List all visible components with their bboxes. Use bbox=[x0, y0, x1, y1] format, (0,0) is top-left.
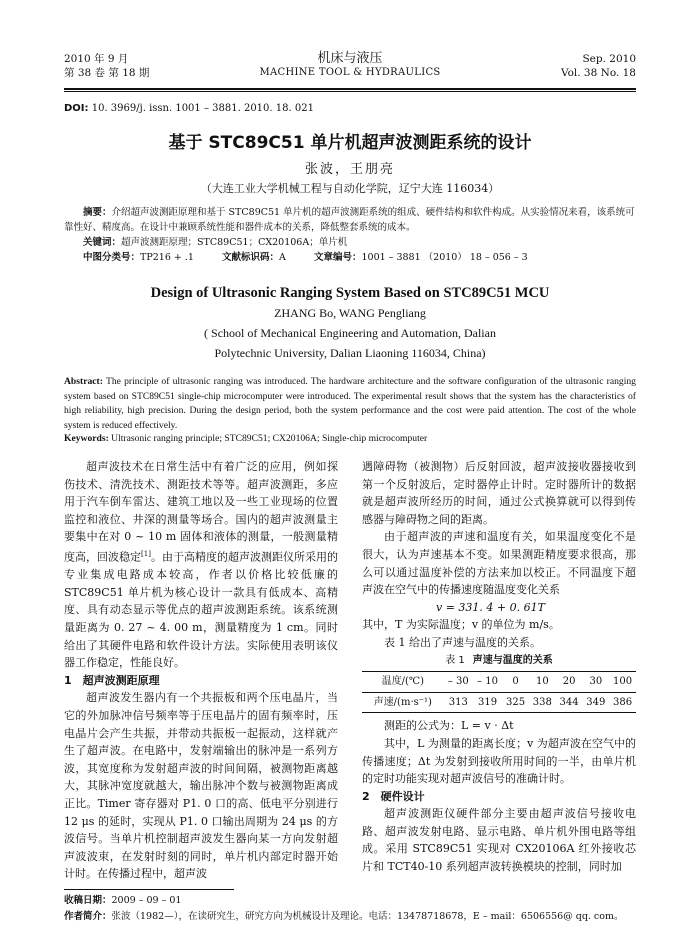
affiliation-cn: （大连工业大学机械工程与自动化学院，辽宁大连 116034） bbox=[200, 182, 500, 195]
paragraph: 其中，T 为实际温度；v 的单位为 m/s。 bbox=[362, 618, 560, 632]
classification-line bbox=[64, 250, 636, 265]
table-cell: 10 bbox=[529, 672, 556, 693]
doccode-value: A bbox=[279, 252, 286, 263]
header-volume-en: Vol. 38 No. 18 bbox=[560, 67, 636, 79]
author-bio-label: 作者简介： bbox=[64, 911, 112, 922]
table-cell: 319 bbox=[473, 692, 502, 713]
table-row bbox=[362, 672, 636, 693]
clc-label: 中图分类号： bbox=[83, 252, 141, 263]
header-rule-thin bbox=[64, 91, 636, 92]
table-cell: 0 bbox=[502, 672, 529, 693]
authors-cn: 张波，王朋亮 bbox=[304, 162, 395, 177]
affiliation-en-line2: Polytechnic University, Dalian Liaoning 116034, China) bbox=[214, 346, 486, 360]
title-cn: 基于 STC89C51 单片机超声波测距系统的设计 bbox=[168, 133, 532, 153]
authors-en: ZHANG Bo, WANG Pengliang bbox=[274, 306, 426, 320]
journal-name-cn: 机床与液压 bbox=[317, 51, 383, 66]
paragraph: 超声波发生器内有一个共振板和两个压电晶片，当它的外加脉冲信号频率等于压电晶片的固有频率时，压电晶片会产生共振，并带动共振板一起振动，这样就产生了超声波。在电路中，发射端输出的脉冲是一系列方波，其宽度称为发射超声波的时间间隔，被测物距离越大，其脉冲宽度就越大，输出脉冲个数与被测物距离成正比。Timer 寄存器对 P1. 0 口的高、低电平分别进行 12 μs 的延时，实现从 P1. 0 口输出周期为 24 μs 的方波信号。当单片机控制超声波发生器向某一方向发射超声波波束，在发射时刻的同时，单片机内部定时器开始计时。在传播过程中，超声波 bbox=[64, 691, 338, 881]
paragraph: 由于超声波的声速和温度有关，如果温度变化不是很大，认为声速基本不变。如果测距精度要求很高，那么可以通过温度补偿的方法来加以校正。不同温度下超声波在空气中的传播速度随温度变化关系 bbox=[362, 530, 636, 597]
table-cell: 100 bbox=[609, 672, 636, 693]
author-bio: 张波（1982—），在读研究生，研究方向为机械设计及理论。电话：13478718678，E – mail：6506556@ qq. com。 bbox=[111, 911, 624, 922]
abstract-en bbox=[64, 375, 636, 433]
table-cell: 344 bbox=[556, 692, 583, 713]
paragraph: 表 1 给出了声速与温度的关系。 bbox=[384, 635, 541, 649]
abstract-cn-text bbox=[64, 205, 636, 235]
header-journal bbox=[64, 52, 636, 80]
running-header bbox=[64, 52, 636, 86]
section-heading-1: 1 超声波测距原理 bbox=[64, 673, 160, 687]
affiliation-en-line1: ( School of Mechanical Engineering and Automation, Dalian bbox=[204, 326, 496, 340]
table-number: 表 1 bbox=[445, 654, 465, 666]
paragraph: 超声波技术在日常生活中有着广泛的应用，例如探伤技术、清洗技术、测距技术等等。超声波测距，多应用于汽车倒车雷达、建筑工地以及一些工业现场的位置监控和液位、井深的测量等场合。国内的超声波测量主要集中在对 0 ~ 10 m 固体和液体的测量，一般测量精度高，回波稳定[1]。由于高精度的超声波测距仪所采用的专业集成电路成本较高，作者以价格比较低廉的 STC89C51 单片机为核心设计一款具有低成本、高精度、具有动态显示等优点的超声波测距系统。该系统测量距离为 0. 27 ~ 4. 00 m，测量精度为 1 cm。同时给出了其硬件电路和软件设计方法。实际使用表明该仪器工作稳定，性能良好。 bbox=[64, 460, 339, 670]
received-label: 收稿日期： bbox=[64, 895, 112, 906]
abstract-cn bbox=[64, 205, 636, 265]
table-row-label: 声速/(m·s⁻¹) bbox=[362, 692, 444, 713]
footnote-author bbox=[64, 910, 636, 924]
keywords-en-body: Ultrasonic ranging principle; STC89C51; CX20106A; Single-chip microcomputer bbox=[111, 433, 428, 444]
doi-label: DOI: bbox=[64, 103, 89, 114]
header-date-en: Sep. 2010 bbox=[582, 53, 636, 65]
title-en: Design of Ultrasonic Ranging System Based on STC89C51 MCU bbox=[150, 285, 550, 301]
table-cell: 313 bbox=[444, 692, 473, 713]
paragraph: 遇障碍物（被测物）后反射回波，超声波接收器接收到第一个反射波后，定时器停止计时。定时器所计的数据就是超声波所经历的时间，通过公式换算就可以得到传感器与障碍物之间的距离。 bbox=[362, 460, 636, 526]
keywords-cn-label: 关键词： bbox=[83, 237, 122, 248]
abstract-en-label: Abstract: bbox=[64, 376, 103, 387]
artno-value: 1001 – 3881 （2010） 18 – 056 – 3 bbox=[361, 252, 528, 263]
table-cell: 20 bbox=[556, 672, 583, 693]
table-title: 声速与温度的关系 bbox=[472, 654, 553, 666]
doccode-label: 文献标识码： bbox=[222, 252, 280, 263]
paragraph: 测距的公式为：L = v · Δt bbox=[384, 719, 514, 733]
keywords-en-label: Keywords: bbox=[64, 433, 109, 444]
keywords-cn bbox=[64, 235, 636, 250]
doi-line bbox=[64, 103, 314, 114]
table-cell: – 30 bbox=[444, 672, 473, 693]
table-row-label: 温度/(℃) bbox=[362, 672, 444, 693]
footnote-received bbox=[64, 894, 636, 908]
keywords-en bbox=[64, 433, 636, 444]
table-row bbox=[362, 692, 636, 713]
paragraph: 其中，L 为测量的距离长度；v 为超声波在空气中的传播速度；Δt 为发射到接收所用时间的一半，由单片机的定时功能实现对超声波信号的准确计时。 bbox=[362, 736, 636, 786]
table-sound-speed bbox=[362, 671, 636, 713]
table-cell: – 10 bbox=[473, 672, 502, 693]
paragraph: 超声波测距仪硬件部分主要由超声波信号接收电路、超声波发射电路、显示电路、单片机外围电路等组成。采用 STC89C51 实现对 CX20106A 红外接收芯片和 TCT40-10 系列超声波转换模块的控制，同时加 bbox=[362, 807, 636, 874]
section-heading-2: 2 硬件设计 bbox=[362, 789, 425, 803]
body-column-right bbox=[362, 458, 636, 876]
header-volume-cn: 第 38 卷 第 18 期 bbox=[64, 67, 150, 79]
abstract-cn-body: 介绍超声波测距原理和基于 STC89C51 单片机的超声波测距系统的组成、硬件结构和软件构成。从实验情况来看，该系统可靠性好、精度高。在设计中兼顾系统性能和器件成本的关系，降低整套系统的成本。 bbox=[64, 207, 635, 233]
header-rule-thick bbox=[64, 88, 636, 90]
citation-ref: [1] bbox=[141, 549, 151, 558]
artno-label: 文章编号： bbox=[313, 252, 362, 263]
abstract-en-body: The principle of ultrasonic ranging was introduced. The hardware architecture and the software configuration of the ultrasonic ranging system based on STC89C51 single-chip microcomputer were introduced. The experimental result shows that the system has the characteristics of high reliability, high precision. During the design period, both the system performance and the cost were paid attention. The cost of the whole system is reduced effectively. bbox=[64, 376, 636, 431]
body-column-left bbox=[64, 458, 338, 883]
abstract-cn-label: 摘要： bbox=[83, 207, 112, 218]
table-cell: 386 bbox=[609, 692, 636, 713]
table-cell: 349 bbox=[582, 692, 609, 713]
footnote-rule bbox=[64, 889, 234, 890]
keywords-cn-body: 超声波测距原理；STC89C51；CX20106A；单片机 bbox=[121, 237, 348, 248]
journal-name-en: MACHINE TOOL & HYDRAULICS bbox=[259, 67, 441, 78]
received-date: 2009 – 09 – 01 bbox=[111, 895, 182, 906]
header-date-cn: 2010 年 9 月 bbox=[64, 53, 129, 65]
clc-value: TP216 + .1 bbox=[140, 252, 194, 263]
table-cell: 325 bbox=[502, 692, 529, 713]
table-cell: 338 bbox=[529, 692, 556, 713]
equation-sound-speed: v = 331. 4 + 0. 61T bbox=[436, 600, 545, 614]
doi-value: 10. 3969/j. issn. 1001 – 3881. 2010. 18. 021 bbox=[91, 103, 314, 114]
table-cell: 30 bbox=[582, 672, 609, 693]
table-caption bbox=[362, 652, 636, 670]
header-right bbox=[561, 52, 636, 80]
